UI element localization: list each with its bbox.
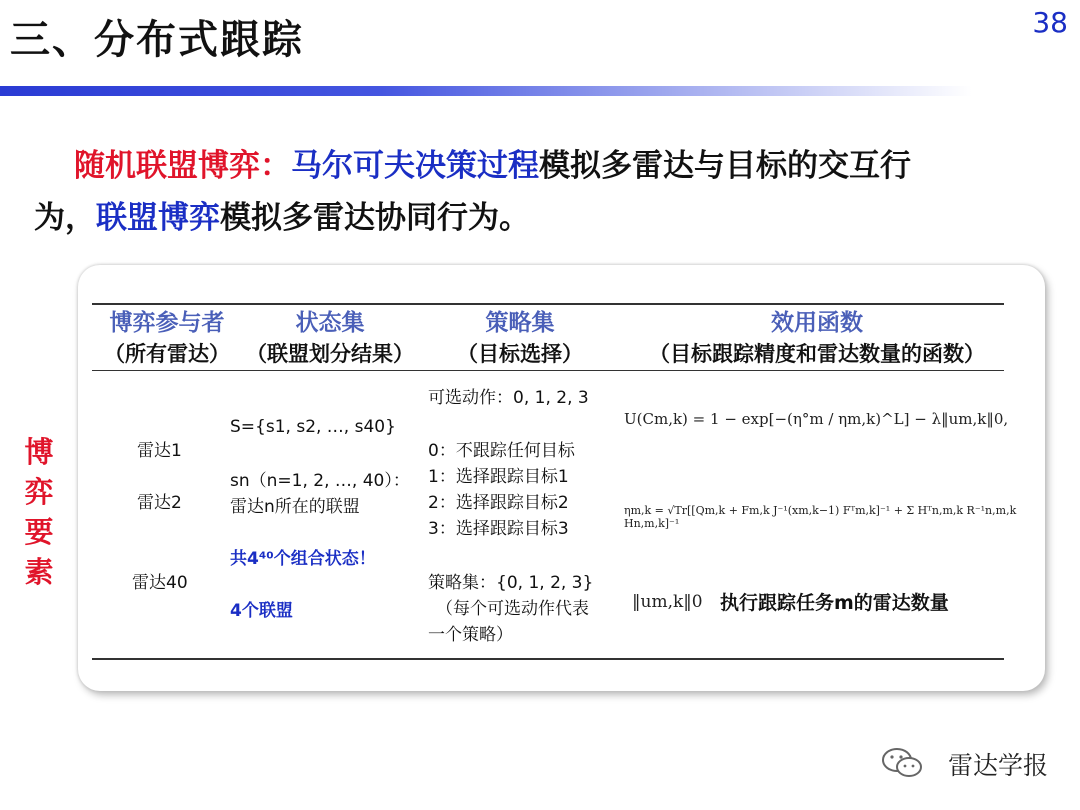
header-utility: 效用函数 （目标跟踪精度和雷达数量的函数） — [649, 310, 985, 366]
header-states: 状态集 （联盟划分结果） — [246, 310, 414, 366]
page-title: 三、分布式跟踪 — [10, 17, 304, 63]
state-set: S={s1, s2, …, s40} — [230, 417, 396, 437]
norm-description: 执行跟踪任务m的雷达数量 — [720, 592, 949, 614]
table-top-rule — [92, 303, 1004, 305]
title-underline — [0, 86, 1080, 96]
strategy-action-2: 2：选择跟踪目标2 — [428, 493, 569, 513]
state-coalitions: 4个联盟 — [230, 601, 293, 621]
table-header-rule — [92, 370, 1004, 371]
strategy-action-1: 1：选择跟踪目标1 — [428, 467, 569, 487]
player-radar1: 雷达1 — [137, 441, 182, 461]
wechat-icon — [880, 746, 924, 780]
strategy-set: 策略集：{0, 1, 2, 3} — [428, 573, 594, 593]
intro-term-coalition: 联盟博弈 — [96, 200, 220, 236]
side-label: 博 弈 要 素 — [24, 435, 54, 589]
eta-formula: ηm,k = √Tr[[Qm,k + Fm,k J⁻¹(xm,k−1) Fᵀm,k]⁻¹ + Σ Hᵀn,m,k R⁻¹n,m,k Hn,m,k]⁻¹ — [624, 504, 1017, 530]
norm-symbol: ‖um,k‖0 — [632, 592, 703, 612]
strategy-action-3: 3：选择跟踪目标3 — [428, 519, 569, 539]
intro-term-mdp: 马尔可夫决策过程 — [291, 148, 539, 184]
header-strategies: 策略集 （目标选择） — [457, 310, 583, 366]
table-bottom-rule — [92, 658, 1004, 660]
state-combos: 共4⁴⁰个组合状态！ — [230, 549, 376, 569]
strategy-actions: 可选动作：0, 1, 2, 3 — [428, 388, 589, 408]
intro-paragraph — [34, 140, 1064, 244]
strategy-action-0: 0：不跟踪任何目标 — [428, 441, 575, 461]
utility-formula: U(Cm,k) = 1 − exp[−(η°m / ηm,k)^L] − λ‖um,k‖0, — [624, 410, 1009, 428]
intro-text-2: 为， — [34, 200, 96, 236]
player-radar2: 雷达2 — [137, 493, 182, 513]
state-sn-desc: sn（n=1, 2, …, 40）： — [230, 471, 410, 491]
page-number: 38 — [1032, 6, 1068, 39]
watermark-text: 雷达学报 — [947, 751, 1048, 780]
intro-text-1: 模拟多雷达与目标的交互行 — [539, 148, 911, 184]
strategy-note-1: （每个可选动作代表 — [436, 599, 589, 619]
intro-text-3: 模拟多雷达协同行为。 — [220, 200, 530, 236]
player-radar40: 雷达40 — [132, 573, 188, 593]
intro-term-game: 随机联盟博弈： — [74, 148, 291, 184]
state-sn-desc2: 雷达n所在的联盟 — [230, 497, 360, 517]
header-players: 博弈参与者 （所有雷达） — [104, 310, 230, 366]
strategy-note-2: 一个策略） — [428, 625, 513, 645]
